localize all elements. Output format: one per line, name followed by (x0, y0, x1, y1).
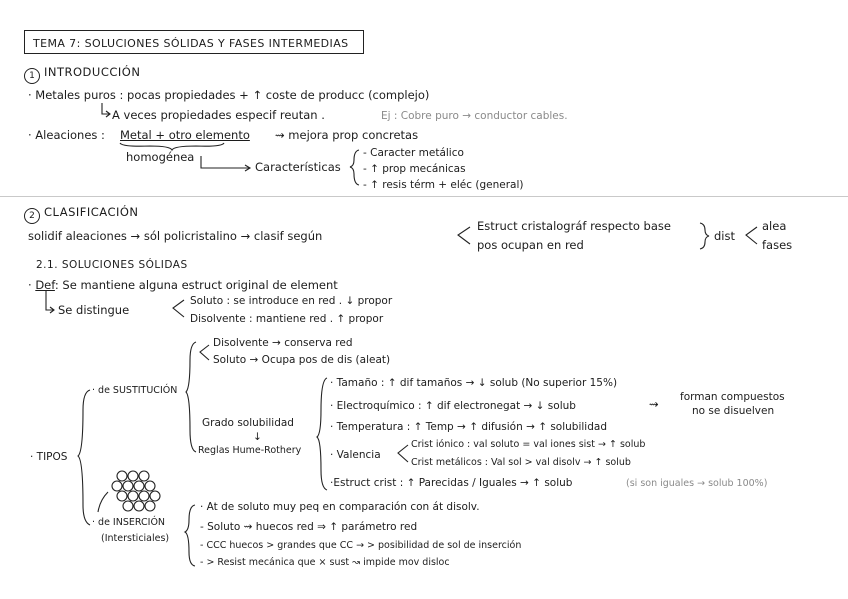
regla-electroquimico: · Electroquímico : ↑ dif electronegat → ↓ solub (330, 400, 576, 412)
regla-electro-tilde: ⇝ (649, 397, 659, 411)
insercion-connector (98, 492, 108, 512)
intro-example: Ej : Cobre puro → conductor cables. (381, 110, 568, 122)
tipos-brace (78, 390, 90, 525)
clasif-pos: pos ocupan en red (477, 238, 584, 252)
dist-label: dist (714, 229, 735, 243)
solidif-line: solidif aleaciones → sól policristalino → clasif según (28, 229, 323, 243)
sustitucion-label: · de SUSTITUCIÓN (92, 385, 178, 396)
aleaciones-label: · Aleaciones : (28, 128, 105, 142)
sustitucion-brace (186, 342, 196, 452)
caract-item-1: - Caracter metálico (363, 147, 464, 159)
caract-item-2: - ↑ prop mecánicas (363, 163, 466, 175)
sust-angle (200, 345, 209, 360)
valencia-metalico: Crist metálicos : Val sol > val disolv → ↑ solub (411, 457, 631, 468)
se-distingue: Se distingue (58, 303, 130, 317)
insercion-item-1: · At de soluto muy peq en comparación con át disolv. (200, 501, 480, 513)
section-1-title: INTRODUCCIÓN (44, 65, 141, 79)
distingue-angle (173, 300, 184, 317)
regla-tamano: · Tamaño : ↑ dif tamaños → ↓ solub (No superior 15%) (330, 377, 618, 389)
insercion-item-2: - Soluto ⇝ huecos red ⇒ ↑ parámetro red (200, 521, 418, 533)
dist-alea: alea (762, 219, 787, 233)
intro-line-aveces: A veces propiedades especif reutan . (112, 108, 325, 122)
regla-valencia: · Valencia (330, 449, 381, 461)
lattice-sketch-icon (112, 471, 160, 511)
def-label: Def (35, 278, 55, 292)
homogenea-brace (120, 143, 224, 150)
regla-temperatura: · Temperatura : ↑ Temp → ↑ difusión → ↑ solubilidad (330, 421, 607, 433)
section-number-1: 1 (24, 68, 40, 84)
reglas-hume-rothery: Reglas Hume-Rothery (198, 445, 302, 456)
caract-brace (350, 150, 359, 185)
distingue-soluto: Soluto : se introduce en red . ↓ propor (190, 295, 393, 307)
caracteristicas-label: Características (255, 160, 341, 174)
def-line: · Def: Se mantiene alguna estruct original de element (28, 278, 338, 292)
valencia-angle (398, 445, 408, 462)
insercion-label: · de INSERCIÓN (92, 517, 166, 528)
intersticiales-label: (Intersticiales) (101, 533, 170, 544)
tipos-label: · TIPOS (30, 451, 68, 463)
caract-item-3: - ↑ resis térm + eléc (general) (363, 179, 524, 191)
homogenea-label: homogénea (126, 150, 195, 164)
grado-arrow: ↓ (253, 431, 262, 443)
clasif-angle (458, 227, 470, 244)
electro-note-2: no se disuelven (692, 405, 775, 417)
distingue-arrow (46, 290, 54, 313)
mejora-prop: ⇝ mejora prop concretas (275, 128, 419, 142)
insercion-brace (185, 505, 195, 566)
dist-angle (746, 227, 757, 244)
def-text: : Se mantiene alguna estruct original de element (54, 278, 338, 292)
insercion-item-4: - > Resist mecánica que × sust ↝ impide mov disloc (200, 557, 450, 568)
section-number-2: 2 (24, 208, 40, 224)
section-2-title: CLASIFICACIÓN (44, 205, 139, 219)
metal-otro-elemento: Metal + otro elemento (120, 128, 250, 142)
clasif-close-brace (700, 223, 709, 249)
caract-arrow (201, 156, 250, 171)
electro-note-1: forman compuestos (680, 391, 785, 403)
dist-fases: fases (762, 238, 793, 252)
clasif-estruct: Estruct cristalográf respecto base (477, 219, 671, 233)
aveces-arrow (102, 103, 110, 117)
distingue-disolvente: Disolvente : mantiene red . ↑ propor (190, 313, 384, 325)
valencia-ionico: Crist iónico : val soluto = val iones sist → ↑ solub (411, 439, 646, 450)
sust-disolvente: Disolvente → conserva red (213, 337, 353, 349)
regla-estruct: ·Estruct crist : ↑ Parecidas / Iguales → ↑ solub (330, 477, 573, 489)
estruct-note: (si son iguales → solub 100%) (626, 478, 768, 489)
sust-soluto: Soluto → Ocupa pos de dis (aleat) (213, 354, 391, 366)
insercion-item-3: - CCC huecos > grandes que CC → > posibilidad de sol de inserción (200, 540, 522, 551)
subsection-title: 2.1. SOLUCIONES SÓLIDAS (36, 259, 188, 271)
page-title: TEMA 7: SOLUCIONES SÓLIDAS Y FASES INTERMEDIAS (33, 37, 349, 50)
reglas-brace (317, 378, 327, 490)
intro-line-metales: · Metales puros : pocas propiedades + ↑ coste de producc (complejo) (28, 88, 430, 102)
grado-solubilidad: Grado solubilidad (202, 417, 294, 429)
